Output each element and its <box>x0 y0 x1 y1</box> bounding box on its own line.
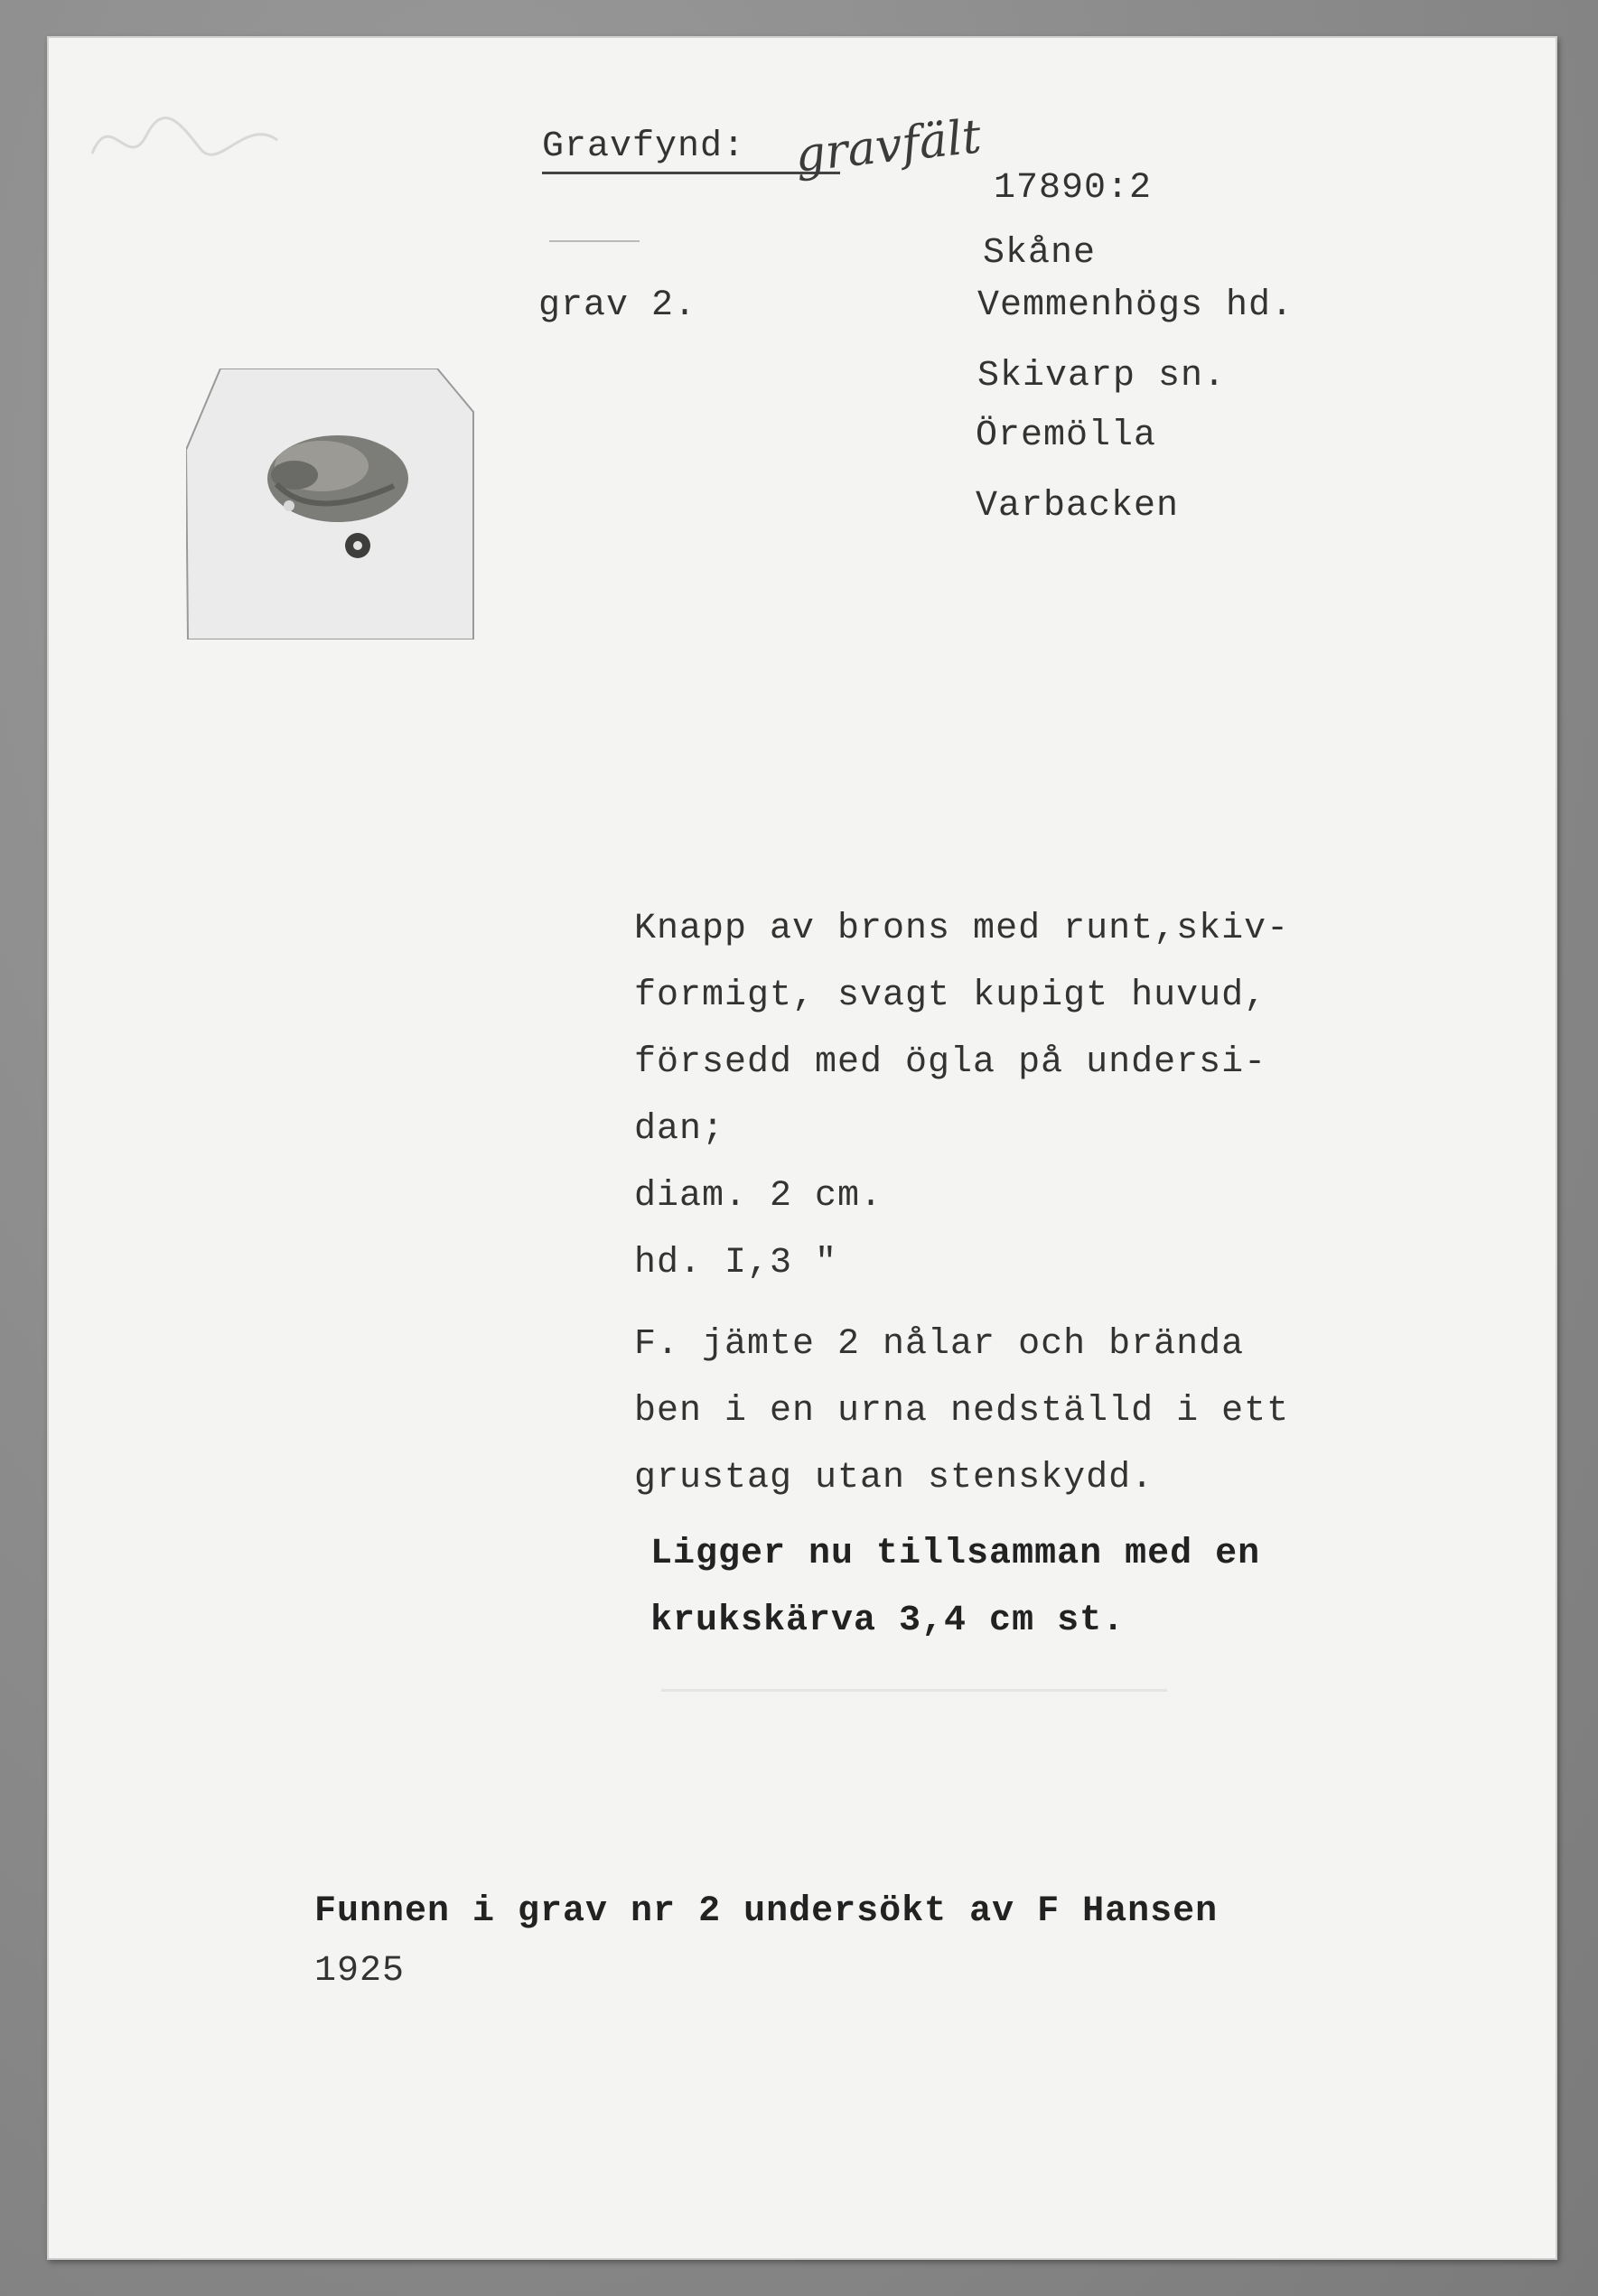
location-district: Vemmenhögs hd. <box>977 285 1294 326</box>
catalogue-number: 17890:2 <box>994 168 1153 209</box>
find-context-block <box>634 1311 1289 1512</box>
description-height: hd. I,3 " <box>634 1243 838 1283</box>
faint-pencil-scribble <box>83 99 291 181</box>
catalogue-card <box>47 36 1557 2260</box>
object-photograph <box>186 369 475 639</box>
description-line: Knapp av brons med runt,skiv- <box>634 909 1290 949</box>
footer-block <box>314 1882 1218 2002</box>
footer-year: 1925 <box>314 1951 406 1992</box>
footer-line: Funnen i grav nr 2 undersökt av F Hansen <box>314 1891 1219 1932</box>
header-underline <box>542 172 840 174</box>
description-line: formigt, svagt kupigt huvud, <box>634 975 1267 1016</box>
location-parish: Skivarp sn. <box>977 356 1227 397</box>
find-context-line: grustag utan stenskydd. <box>634 1458 1154 1498</box>
location-place: Öremölla <box>976 415 1157 456</box>
find-context-line: ben i en urna nedställd i ett <box>634 1391 1290 1432</box>
location-site: Varbacken <box>976 486 1180 527</box>
location-province: Skåne <box>983 233 1097 274</box>
short-dash <box>549 240 640 242</box>
header-label: Gravfynd: <box>542 126 746 167</box>
grave-number: grav 2. <box>538 285 697 326</box>
description-diameter: diam. 2 cm. <box>634 1176 883 1217</box>
note-line: krukskärva 3,4 cm st. <box>650 1601 1126 1641</box>
find-context-line: F. jämte 2 nålar och brända <box>634 1324 1245 1365</box>
note-line: Ligger nu tillsamman med en <box>650 1534 1261 1574</box>
description-line: försedd med ögla på undersi- <box>634 1042 1267 1083</box>
description-line: dan; <box>634 1109 725 1150</box>
handwritten-label: gravfält <box>792 109 984 183</box>
description-block <box>634 896 1289 1297</box>
note-block <box>650 1521 1260 1655</box>
faint-erased-line <box>661 1689 1167 1692</box>
